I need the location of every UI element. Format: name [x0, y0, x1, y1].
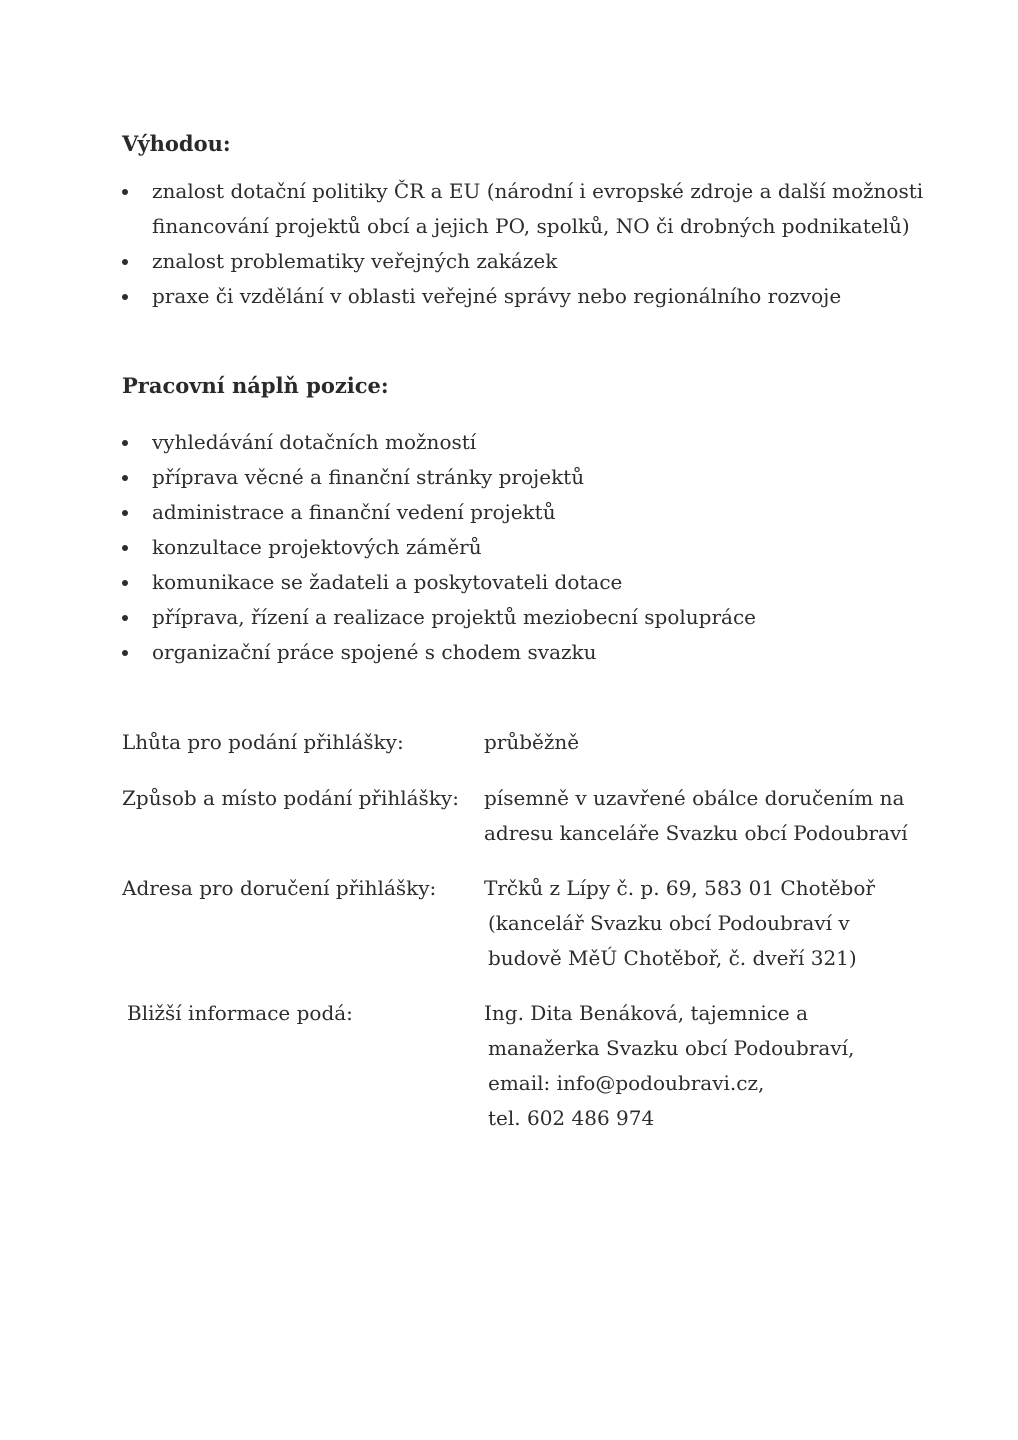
method-value-line: písemně v uzavřené obálce doručením na [484, 786, 905, 810]
method-label: Způsob a místo podání přihlášky: [122, 786, 459, 810]
list-item: organizační práce spojené s chodem svazku [0, 635, 1018, 670]
address-value-line: Trčků z Lípy č. p. 69, 583 01 Chotěboř [484, 876, 875, 900]
contact-value-line: Ing. Dita Benáková, tajemnice a [484, 1001, 809, 1025]
address-value-line: budově MěÚ Chotěboř, č. dveří 321) [488, 946, 857, 970]
list-item: konzultace projektových záměrů [0, 530, 1018, 565]
deadline-value [484, 725, 914, 760]
contact-value [484, 996, 914, 1136]
method-value [484, 781, 914, 851]
address-value [484, 871, 914, 976]
deadline-label: Lhůta pro podání přihlášky: [122, 730, 404, 754]
contact-value-line: tel. 602 486 974 [488, 1106, 655, 1130]
advantages-heading: Výhodou: [122, 131, 231, 156]
advantages-list [0, 174, 1018, 314]
list-item: praxe či vzdělání v oblasti veřejné správy nebo regionálního rozvoje [0, 279, 1018, 314]
list-item: znalost dotační politiky ČR a EU (národní i evropské zdroje a další možnosti financování projektů obcí a jejich PO, spolků, NO či drobných podnikatelů) [0, 174, 1018, 244]
contact-value-line: manažerka Svazku obcí Podoubraví, [488, 1036, 855, 1060]
duties-heading: Pracovní náplň pozice: [122, 373, 389, 398]
address-label: Adresa pro doručení přihlášky: [122, 876, 437, 900]
list-item: příprava, řízení a realizace projektů meziobecní spolupráce [0, 600, 1018, 635]
contact-label: Bližší informace podá: [127, 1001, 353, 1025]
duties-list [0, 425, 1018, 670]
method-value-line: adresu kanceláře Svazku obcí Podoubraví [484, 821, 908, 845]
list-item: komunikace se žadateli a poskytovateli dotace [0, 565, 1018, 600]
address-value-line: (kancelář Svazku obcí Podoubraví v [488, 911, 850, 935]
list-item: vyhledávání dotačních možností [0, 425, 1018, 460]
contact-value-line: email: info@podoubravi.cz, [488, 1071, 765, 1095]
list-item: administrace a finanční vedení projektů [0, 495, 1018, 530]
list-item: příprava věcné a finanční stránky projektů [0, 460, 1018, 495]
list-item: znalost problematiky veřejných zakázek [0, 244, 1018, 279]
deadline-value-line: průběžně [484, 730, 580, 754]
